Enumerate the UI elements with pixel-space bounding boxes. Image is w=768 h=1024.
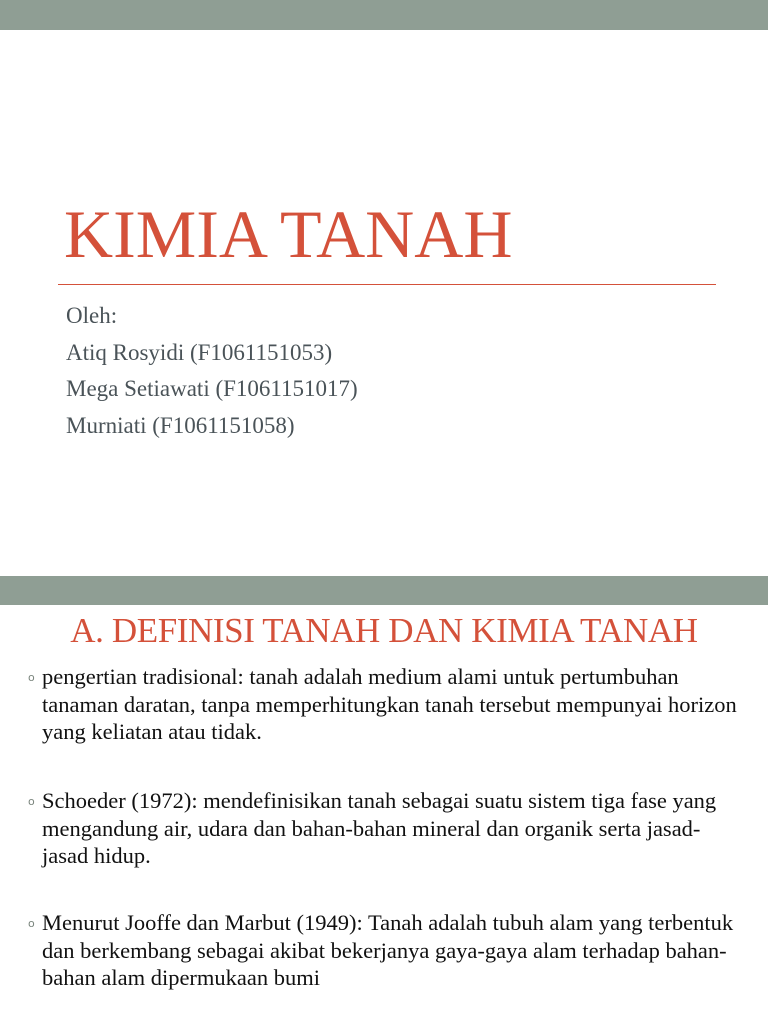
top-header-band [0, 0, 768, 30]
bullet-item [28, 663, 738, 746]
bullet-item [28, 787, 738, 870]
author-list-intro: Oleh: [66, 303, 118, 328]
slide-separator-band [0, 576, 768, 605]
author-list-item: Atiq Rosyidi (F1061151053) [66, 339, 333, 365]
bullet-item [28, 909, 738, 992]
bullet-marker-icon: o [28, 795, 35, 808]
author-list-item: Mega Setiawati (F1061151017) [66, 376, 358, 401]
author-list [66, 298, 358, 444]
bullet-text: pengertian tradisional: tanah adalah medium alami untuk pertumbuhan tanaman daratan, tanpa memperhitungkan tanah tersebut mempunyai horizon yang keliatan atau tidak. [42, 664, 737, 744]
slide-title-heading: KIMIA TANAH [64, 196, 513, 272]
bullet-text: Menurut Jooffe dan Marbut (1949): Tanah adalah tubuh alam yang terbentuk dan berkembang sebagai akibat bekerjanya gaya-gaya alam terhadap bahan-bahan alam dipermukaan bumi [42, 910, 734, 990]
section-heading: A. DEFINISI TANAH DAN KIMIA TANAH [70, 611, 698, 650]
bullet-marker-icon: o [28, 917, 35, 930]
bullet-text: Schoeder (1972): mendefinisikan tanah sebagai suatu sistem tiga fase yang mengandung air, udara dan bahan-bahan mineral dan organik serta jasad-jasad hidup. [42, 788, 717, 868]
author-list-item: Murniati (F1061151058) [66, 412, 295, 438]
title-underline-divider [58, 284, 716, 285]
bullet-marker-icon: o [28, 671, 35, 684]
